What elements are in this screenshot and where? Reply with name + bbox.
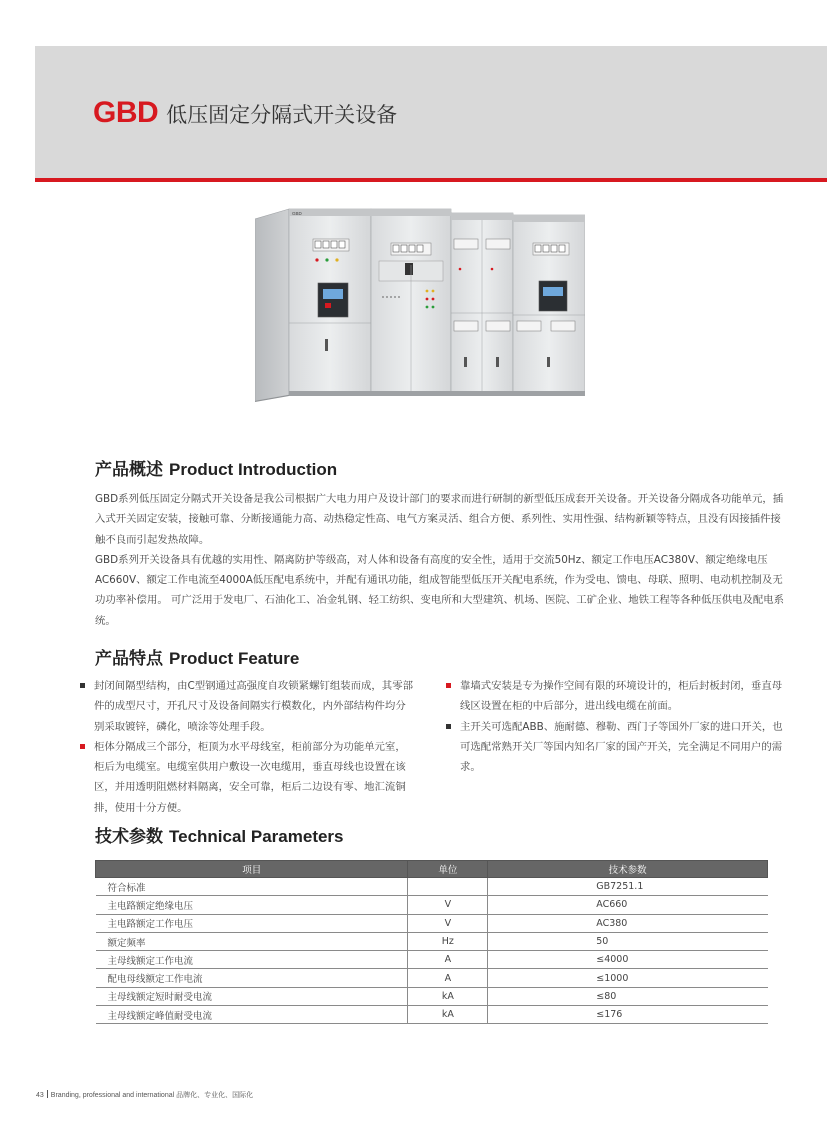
feature-section-title: 产品特点 Product Feature — [95, 649, 300, 669]
column-header-item: 项目 — [96, 861, 408, 878]
table-row: 符合标准 GB7251.1 — [96, 878, 768, 896]
cabinet-label: GBD — [292, 211, 302, 216]
table-row: 主电路额定绝缘电压 V AC660 — [96, 896, 768, 914]
product-name: 低压固定分隔式开关设备 — [166, 103, 398, 127]
product-code: GBD — [93, 96, 159, 129]
table-row: 主电路额定工作电压 V AC380 — [96, 914, 768, 932]
feature-item: 柜体分隔成三个部分，柜顶为水平母线室，柜前部分为功能单元室，柜后为电缆室。电缆室供用户敷设一次电缆用，垂直母线也设置在该区，并用透明阻燃材料隔离，安全可靠，柜后二边设有零、地汇流铜排，使用十分方便。 — [80, 737, 415, 818]
intro-paragraph: GBD系列开关设备具有优越的实用性、隔离防护等级高，对人体和设备有高度的安全性，适用于交流50Hz、额定工作电压AC380V、额定绝缘电压AC660V、额定工作电流至4000A低压配电系统中，并配有通讯功能，组成智能型低压开关配电系统，作为受电、馈电、母联、照明、电动机控制及无功功率补偿用。 可广泛用于发电厂、石油化工、冶金轧钢、轻工纺织、变电所和大型建筑、机场、医院、工矿企业、地铁工程等各种低压供电及配电系统。 — [95, 553, 785, 627]
switchgear-cabinet-illustration — [255, 205, 585, 405]
feature-list-right — [446, 676, 786, 777]
intro-paragraph: GBD系列低压固定分隔式开关设备是我公司根据广大电力用户及设计部门的要求而进行研制的新型低压成套开关设备。开关设备分隔成各功能单元，插入式开关固定安装，接触可靠、分断接通能力高、动热稳定性高、电气方案灵活、组合方便、系列性、实用性强、结构新颖等特点，且没有因接插件接触不良而引起发热故障。 — [95, 493, 784, 546]
feature-item: 靠墙式安装是专为操作空间有限的环境设计的，柜后封板封闭，垂直母线区设置在柜的中后部分，进出线电缆在前面。 — [446, 676, 786, 717]
header-accent-bar — [35, 178, 827, 182]
table-row: 主母线额定工作电流 A ≤4000 — [96, 951, 768, 969]
page-title — [93, 96, 397, 130]
params-section-title: 技术参数 Technical Parameters — [95, 827, 344, 847]
footer-slogan-en: Branding, professional and international — [50, 1092, 175, 1099]
table-row: 配电母线额定工作电流 A ≤1000 — [96, 969, 768, 987]
feature-list-left — [80, 676, 415, 818]
params-table — [95, 860, 768, 1024]
column-header-value: 技术参数 — [488, 861, 768, 878]
table-row: 主母线额定峰值耐受电流 kA ≤176 — [96, 1006, 768, 1024]
intro-text — [95, 489, 785, 631]
feature-item: 主开关可选配ABB、施耐德、穆勒、西门子等国外厂家的进口开关，也可选配常熟开关厂等国内知名厂家的国产开关，完全满足不同用户的需求。 — [446, 717, 786, 778]
table-row: 主母线额定短时耐受电流 kA ≤80 — [96, 987, 768, 1005]
page-number: 43 — [36, 1092, 44, 1099]
params-header-row — [96, 861, 768, 878]
footer-slogan-cn: 品牌化、专业化、国际化 — [176, 1092, 254, 1099]
page-footer — [36, 1090, 253, 1100]
footer-divider — [47, 1090, 48, 1098]
feature-item: 封闭间隔型结构，由C型钢通过高强度自攻锁紧螺钉组装而成，其零部件的成型尺寸，开孔尺寸及设备间隔实行模数化，内外部结构件均分别采取镀锌，磷化，喷涂等处理手段。 — [80, 676, 415, 737]
table-row: 额定频率 Hz 50 — [96, 932, 768, 950]
column-header-unit: 单位 — [408, 861, 488, 878]
intro-section-title: 产品概述 Product Introduction — [95, 460, 338, 480]
